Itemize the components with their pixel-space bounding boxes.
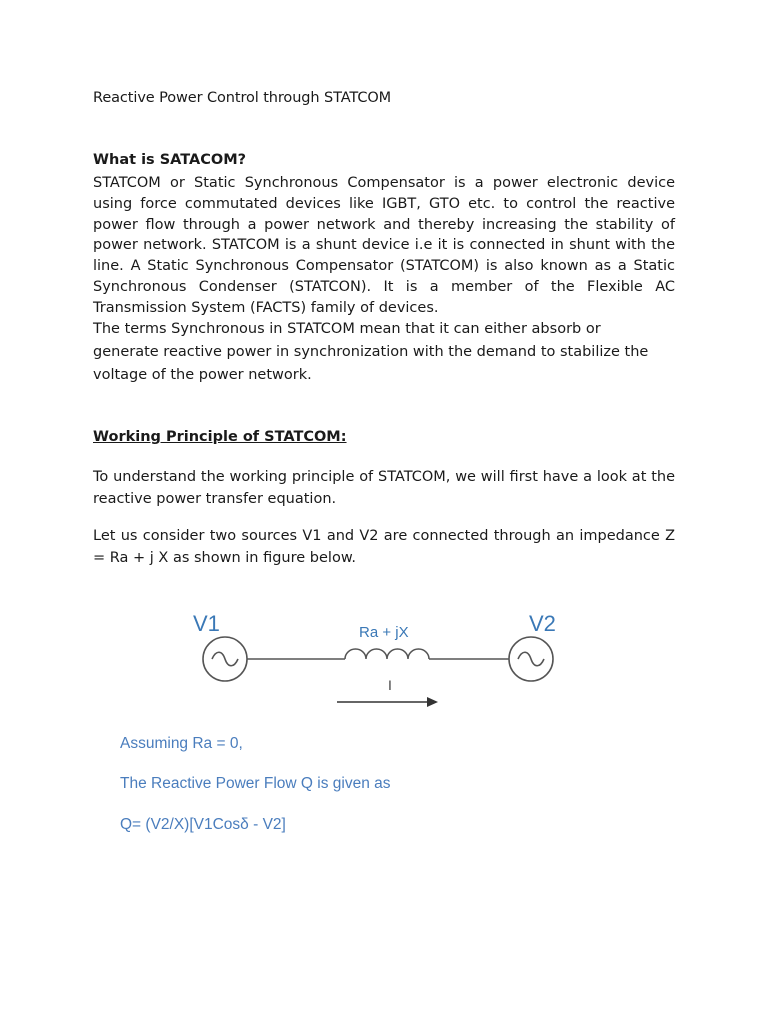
section-heading-what-is-statcom: What is SATACOM? [93,152,247,168]
source-v1-label: V1 [193,611,220,636]
ac-source-v1-icon [203,637,247,681]
assumption-text: Assuming Ra = 0, [120,735,243,752]
document-title: Reactive Power Control through STATCOM [93,90,392,106]
section-heading-working-principle: Working Principle of STATCOM: [93,429,347,445]
reactive-power-statement: The Reactive Power Flow Q is given as [120,775,391,792]
reactive-power-equation: Q= (V2/X)[V1Cosδ - V2] [120,816,286,833]
impedance-label: Ra + jX [359,624,409,641]
inductor-icon [345,649,429,659]
paragraph-synchronous-meaning: The terms Synchronous in STATCOM mean that it can either absorb or generate reactive power in synchronization with the demand to stabilize the voltage of the power network. [93,321,649,383]
paragraph-understand-principle: To understand the working principle of STATCOM, we will first have a look at the reactive power transfer equation. [93,469,675,507]
current-arrow-icon [337,697,438,707]
paragraph-statcom-definition: STATCOM or Static Synchronous Compensator is a power electronic device using force commutated devices like IGBT, GTO etc. to control the reactive power flow through a power network and thereby increasing the stability of power network. STATCOM is a shunt device i.e it is connected in shunt with the line. A Static Synchronous Compensator (STATCOM) is also known as a Static Synchronous Condenser (STATCON). It is a member of the Flexible AC Transmission System (FACTS) family of devices. [93,175,675,316]
ac-source-v2-icon [509,637,553,681]
current-label: I [388,677,392,693]
paragraph-consider-sources: Let us consider two sources V1 and V2 are connected through an impedance Z = Ra + j X as shown in figure below. [93,528,675,566]
source-v2-label: V2 [529,611,556,636]
